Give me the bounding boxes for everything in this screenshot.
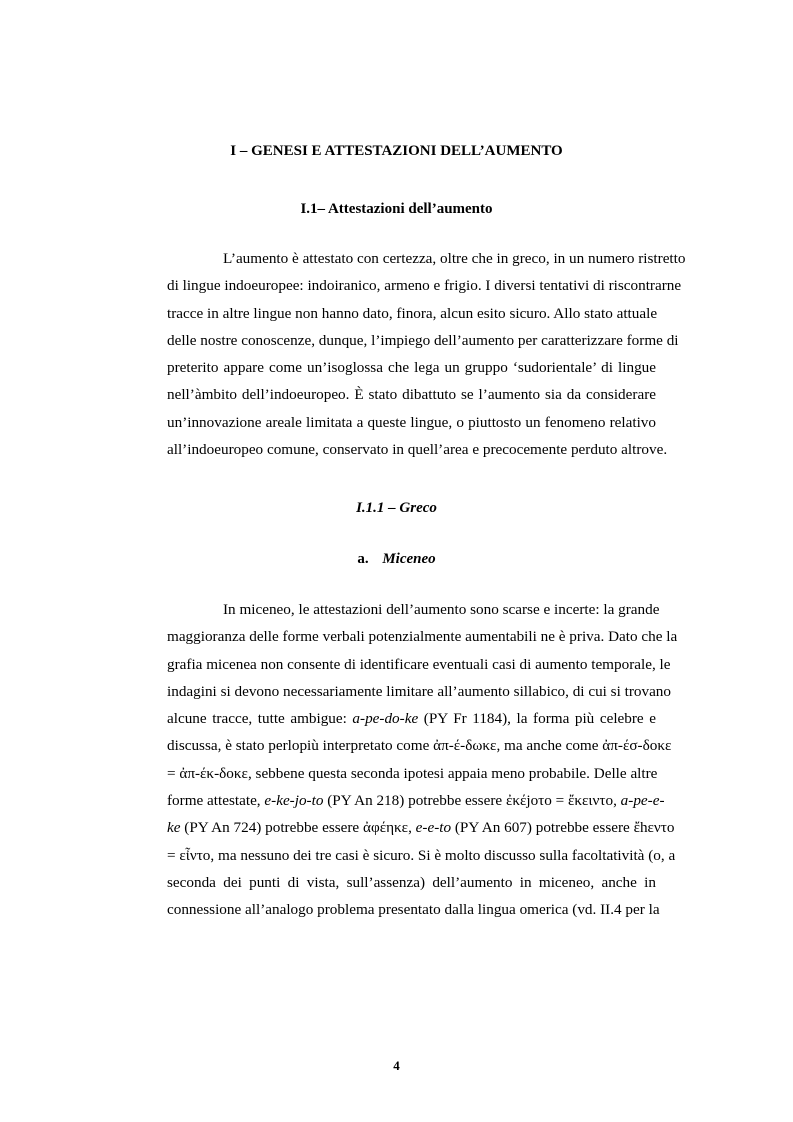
text-line: tracce in altre lingue non hanno dato, finora, alcun esito sicuro. Allo stato attuale bbox=[167, 304, 658, 322]
text-run: , sebbene questa seconda ipotesi appaia meno probabile. Delle altre bbox=[247, 764, 658, 782]
text-run: (PY Fr 1184), la forma più celebre e bbox=[418, 710, 656, 728]
greek-form: ἔhεντο bbox=[633, 819, 675, 837]
mycenaean-form: a-pe-e- bbox=[620, 792, 665, 810]
text-line bbox=[111, 732, 672, 759]
text-line: un’innovazione areale limitata a queste lingue, o piuttosto un fenomeno relativo bbox=[167, 413, 656, 431]
subsection-item-number: a. bbox=[357, 551, 369, 567]
text-line: grafia micenea non consente di identificare eventuali casi di aumento temporale, le bbox=[167, 655, 671, 673]
text-line: delle nostre conoscenze, dunque, l’impiego dell’aumento per caratterizzare forme di bbox=[167, 331, 679, 349]
text-run: , bbox=[613, 792, 621, 810]
greek-form: ἀπ-έ-δωκε bbox=[433, 737, 497, 755]
greek-form: ἀπ-έσ-δοκε bbox=[602, 737, 672, 755]
text-run: , ma anche come bbox=[496, 737, 603, 755]
text-line: all’indoeuropeo comune, conservato in quell’area e precocemente perduto altrove. bbox=[167, 441, 668, 459]
text-line: preterito appare come un’isoglossa che lega un gruppo ‘sudorientale’ di lingue bbox=[167, 359, 656, 377]
text-line: maggioranza delle forme verbali potenzialmente aumentabili ne è priva. Dato che la bbox=[167, 628, 678, 646]
text-line bbox=[111, 705, 656, 732]
text-run: (PY An 218) potrebbe essere bbox=[323, 792, 506, 810]
text-line: di lingue indoeuropee: indoiranico, armeno e frigio. I diversi tentativi di riscontrarne bbox=[167, 277, 682, 295]
section-title: I.1– Attestazioni dell’aumento bbox=[300, 201, 493, 217]
text-run: , bbox=[408, 819, 416, 837]
text-run: (PY An 724) potrebbe essere bbox=[180, 819, 363, 837]
text-line: nell’àmbito dell’indoeuropeo. È stato dibattuto se l’aumento sia da considerare bbox=[167, 386, 656, 404]
text-run: (PY An 607) potrebbe essere bbox=[451, 819, 634, 837]
text-run: forme attestate, bbox=[167, 792, 265, 810]
greek-form: ἐκέjοτο = ἔκειντο bbox=[505, 792, 614, 810]
paragraph-intro bbox=[111, 245, 686, 463]
text-line: connessione all’analogo problema presentato dalla lingua omerica (vd. II.4 per la bbox=[167, 901, 660, 919]
greek-form: ἀπ-έκ-δοκε bbox=[179, 764, 248, 782]
text-run: discussa, è stato perlopiù interpretato come bbox=[167, 737, 434, 755]
mycenaean-form: e-ke-jo-to bbox=[264, 792, 324, 810]
subsection-item bbox=[0, 551, 793, 568]
text-run: alcune tracce, tutte ambigue: bbox=[167, 710, 353, 728]
text-line bbox=[111, 842, 676, 869]
text-line: L’aumento è attestato con certezza, oltre che in greco, in un numero ristretto bbox=[223, 250, 686, 267]
subsection-title: I.1.1 – Greco bbox=[356, 500, 437, 516]
text-run: = bbox=[167, 764, 180, 782]
text-line bbox=[111, 760, 656, 787]
text-line bbox=[111, 787, 665, 814]
text-line: In miceneo, le attestazioni dell’aumento sono scarse e incerte: la grande bbox=[223, 601, 660, 618]
text-run: , ma nessuno dei tre casi è sicuro. Si è molto discusso sulla facoltatività (o, a bbox=[210, 846, 676, 864]
text-run: = bbox=[167, 846, 180, 864]
chapter-title: I – GENESI E ATTESTAZIONI DELL’AUMENTO bbox=[230, 143, 563, 159]
paragraph-miceneo bbox=[111, 596, 678, 924]
page-number: 4 bbox=[393, 1058, 400, 1073]
text-line: indagini si devono necessariamente limitare all’aumento sillabico, di cui si trovano bbox=[167, 682, 671, 700]
text-line bbox=[111, 814, 675, 841]
text-line: seconda dei punti di vista, sull’assenza) dell’aumento in miceneo, anche in bbox=[167, 873, 656, 891]
mycenaean-form: ke bbox=[167, 819, 181, 837]
mycenaean-form: a-pe-do-ke bbox=[352, 710, 419, 728]
mycenaean-form: e-e-to bbox=[415, 819, 452, 837]
greek-form: ἀφέηκε bbox=[362, 819, 409, 837]
subsection-item-label: Miceneo bbox=[382, 551, 436, 567]
greek-form: εἶντο bbox=[179, 846, 211, 864]
